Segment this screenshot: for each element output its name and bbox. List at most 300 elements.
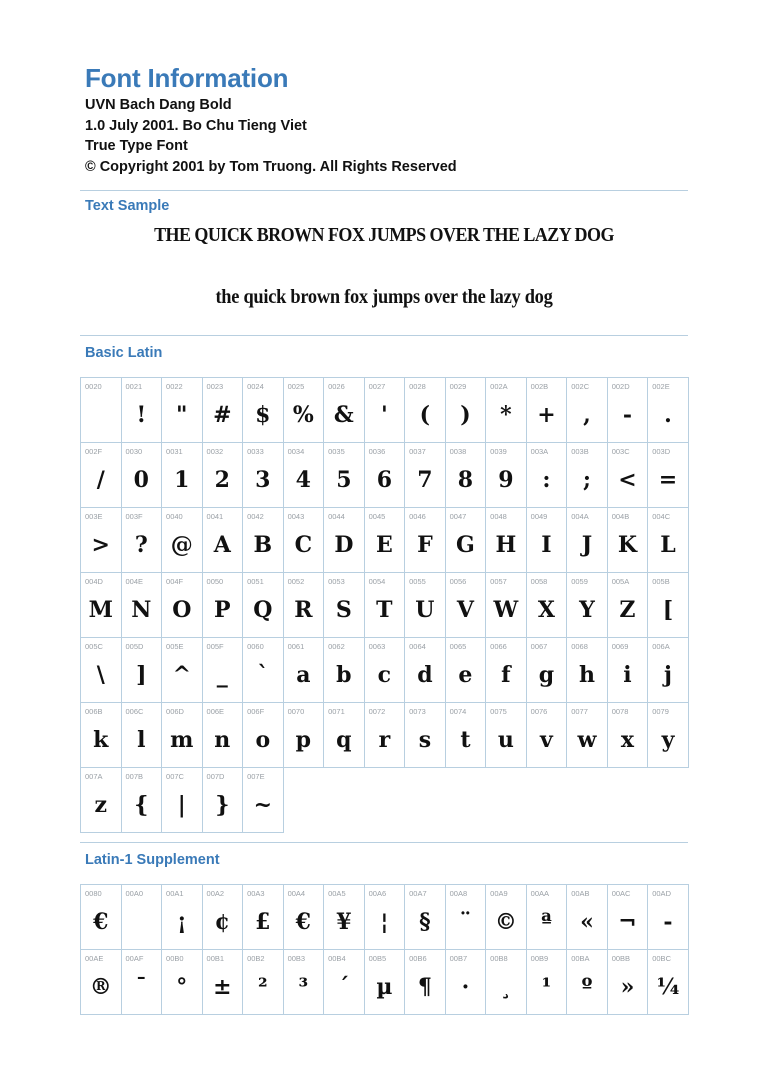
glyph-char: z — [94, 792, 107, 818]
glyph-char: > — [91, 532, 110, 558]
glyph-char: & — [333, 402, 354, 428]
glyph-code: 002B — [530, 382, 549, 391]
glyph-code: 002D — [611, 382, 630, 391]
glyph-code: 0051 — [247, 577, 264, 586]
glyph-code: 0029 — [449, 382, 467, 391]
glyph-cell — [122, 508, 163, 573]
glyph-code: 007E — [247, 772, 265, 781]
glyph-grid-basic-latin — [80, 377, 689, 833]
glyph-code: 00BA — [571, 954, 590, 963]
glyph-char: H — [495, 532, 517, 558]
glyph-code: 0056 — [449, 577, 467, 586]
glyph-char: ' — [380, 402, 388, 428]
glyph-char: % — [292, 402, 314, 428]
glyph-cell — [122, 703, 163, 768]
glyph-code: 006D — [166, 707, 184, 716]
glyph-cell — [567, 508, 608, 573]
glyph-char: p — [295, 727, 312, 753]
glyph-code: 0067 — [530, 642, 548, 651]
glyph-code: 004F — [166, 577, 184, 586]
glyph-cell — [365, 378, 406, 443]
glyph-cell — [608, 378, 649, 443]
glyph-code: 0030 — [125, 447, 143, 456]
glyph-char: µ — [376, 974, 393, 1000]
glyph-char: _ — [216, 662, 228, 688]
glyph-cell — [567, 950, 608, 1015]
glyph-char: d — [417, 662, 433, 688]
glyph-code: 002A — [490, 382, 508, 391]
glyph-char: ´ — [338, 974, 350, 1000]
glyph-char: C — [294, 532, 313, 558]
glyph-code: 00B9 — [530, 954, 549, 963]
glyph-code: 003B — [571, 447, 589, 456]
glyph-cell — [81, 508, 122, 573]
glyph-cell — [162, 378, 203, 443]
glyph-code: 003E — [85, 512, 103, 521]
glyph-char: « — [580, 909, 594, 935]
glyph-char: V — [456, 597, 474, 623]
glyph-code: 00A7 — [409, 889, 427, 898]
glyph-code: 0032 — [206, 447, 224, 456]
glyph-char: } — [215, 792, 230, 818]
glyph-cell — [486, 638, 527, 703]
glyph-char: y — [661, 727, 675, 753]
glyph-code: 00A3 — [247, 889, 265, 898]
glyph-cell — [203, 768, 244, 833]
glyph-char: U — [415, 597, 435, 623]
glyph-code: 00A9 — [490, 889, 508, 898]
font-details — [85, 95, 457, 177]
font-name: UVN Bach Dang Bold — [85, 97, 232, 113]
glyph-cell — [122, 378, 163, 443]
glyph-cell — [324, 885, 365, 950]
glyph-code: 0061 — [287, 642, 305, 651]
glyph-code: 00B1 — [206, 954, 225, 963]
glyph-char: u — [497, 727, 514, 753]
glyph-code: 005A — [611, 577, 630, 586]
glyph-char: ; — [582, 467, 591, 493]
glyph-cell — [486, 703, 527, 768]
glyph-cell — [486, 950, 527, 1015]
glyph-cell — [405, 573, 446, 638]
glyph-char: ` — [257, 662, 269, 688]
glyph-code: 0054 — [368, 577, 386, 586]
glyph-char: ª — [541, 909, 552, 935]
glyph-cell — [648, 573, 689, 638]
glyph-code: 004C — [652, 512, 671, 521]
glyph-cell — [608, 573, 649, 638]
glyph-char: 4 — [295, 467, 311, 493]
glyph-code: 006F — [247, 707, 265, 716]
glyph-code: 0069 — [611, 642, 629, 651]
glyph-char: ¡ — [176, 909, 187, 935]
glyph-cell — [648, 703, 689, 768]
glyph-cell — [446, 950, 487, 1015]
glyph-cell — [284, 703, 325, 768]
glyph-cell — [284, 885, 325, 950]
glyph-code: 00B6 — [409, 954, 427, 963]
glyph-cell — [203, 703, 244, 768]
glyph-code: 0072 — [368, 707, 386, 716]
glyph-cell — [122, 443, 163, 508]
glyph-cell — [162, 885, 203, 950]
glyph-cell — [243, 638, 284, 703]
glyph-char: b — [336, 662, 352, 688]
glyph-code: 0059 — [571, 577, 588, 586]
glyph-cell — [365, 508, 406, 573]
glyph-cell — [284, 508, 325, 573]
glyph-cell — [608, 885, 649, 950]
glyph-code: 0074 — [449, 707, 467, 716]
glyph-char: ¸ — [500, 974, 512, 1000]
glyph-char: 9 — [498, 467, 514, 493]
glyph-char: . — [664, 402, 672, 428]
glyph-cell — [122, 638, 163, 703]
glyph-code: 0024 — [247, 382, 264, 391]
glyph-char: » — [620, 974, 635, 1000]
glyph-char: ¹ — [541, 974, 552, 1000]
glyph-cell — [243, 573, 284, 638]
glyph-cell — [567, 573, 608, 638]
glyph-char: 8 — [457, 467, 474, 493]
glyph-code: 002F — [85, 447, 103, 456]
glyph-cell — [365, 950, 406, 1015]
glyph-cell — [81, 638, 122, 703]
glyph-cell — [81, 573, 122, 638]
glyph-char: ² — [258, 974, 268, 1000]
glyph-code: 00B3 — [287, 954, 306, 963]
glyph-cell — [122, 950, 163, 1015]
glyph-char: T — [376, 597, 393, 623]
glyph-cell — [162, 950, 203, 1015]
glyph-cell — [203, 950, 244, 1015]
glyph-code: 00B8 — [490, 954, 508, 963]
glyph-cell — [648, 950, 689, 1015]
glyph-char: 2 — [214, 467, 230, 493]
glyph-cell — [527, 378, 568, 443]
glyph-code: 00A4 — [287, 889, 306, 898]
glyph-char: ( — [419, 402, 431, 428]
glyph-char: { — [134, 792, 149, 818]
glyph-cell — [81, 950, 122, 1015]
glyph-code: 005F — [206, 642, 224, 651]
glyph-cell — [243, 950, 284, 1015]
glyph-cell — [567, 885, 608, 950]
glyph-code: 0053 — [328, 577, 345, 586]
glyph-char: A — [213, 532, 231, 558]
glyph-code: 007B — [125, 772, 144, 781]
glyph-cell — [405, 508, 446, 573]
glyph-char: $ — [255, 402, 271, 428]
glyph-cell — [567, 703, 608, 768]
glyph-cell — [284, 950, 325, 1015]
glyph-char: ! — [136, 402, 147, 428]
glyph-code: 0022 — [166, 382, 183, 391]
glyph-char: ¯ — [135, 974, 147, 1000]
glyph-char: ¢ — [214, 909, 230, 935]
glyph-cell — [567, 378, 608, 443]
glyph-cell — [608, 950, 649, 1015]
glyph-cell — [324, 378, 365, 443]
glyph-code: 00A8 — [449, 889, 468, 898]
glyph-code: 0070 — [287, 707, 305, 716]
glyph-cell — [324, 573, 365, 638]
glyph-char: , — [583, 402, 591, 428]
section-heading-basic-latin: Basic Latin — [85, 345, 163, 361]
glyph-cell — [405, 443, 446, 508]
glyph-char: B — [253, 532, 273, 558]
glyph-char: q — [336, 727, 352, 753]
glyph-char: S — [335, 597, 352, 623]
glyph-code: 007A — [85, 772, 103, 781]
glyph-cell — [284, 573, 325, 638]
glyph-cell — [608, 508, 649, 573]
glyph-char: h — [578, 662, 595, 688]
glyph-code: 0039 — [490, 447, 507, 456]
glyph-cell — [365, 703, 406, 768]
glyph-code: 0028 — [409, 382, 426, 391]
glyph-cell — [243, 703, 284, 768]
glyph-char: G — [456, 532, 475, 558]
glyph-cell — [324, 638, 365, 703]
glyph-char: 5 — [336, 467, 352, 493]
glyph-code: 0033 — [247, 447, 264, 456]
glyph-code: 003A — [530, 447, 549, 456]
glyph-cell — [527, 703, 568, 768]
glyph-code: 0036 — [368, 447, 386, 456]
glyph-cell — [162, 638, 203, 703]
glyph-char: K — [617, 532, 638, 558]
glyph-cell — [81, 768, 122, 833]
glyph-cell — [243, 508, 284, 573]
glyph-char: Z — [619, 597, 636, 623]
glyph-char: : — [542, 467, 551, 493]
glyph-cell — [81, 378, 122, 443]
glyph-char: ? — [134, 532, 148, 558]
glyph-code: 004D — [85, 577, 103, 586]
glyph-char: ~ — [253, 792, 273, 818]
glyph-char: 7 — [417, 467, 433, 493]
glyph-code: 0058 — [530, 577, 548, 586]
glyph-char: - — [622, 402, 633, 428]
glyph-code: 00B0 — [166, 954, 184, 963]
glyph-code: 0049 — [530, 512, 548, 521]
glyph-code: 0025 — [287, 382, 305, 391]
glyph-code: 00B5 — [368, 954, 387, 963]
glyph-code: 006C — [125, 707, 144, 716]
glyph-char: I — [541, 532, 552, 558]
glyph-cell — [608, 703, 649, 768]
glyph-cell — [203, 573, 244, 638]
glyph-cell — [162, 768, 203, 833]
glyph-cell — [122, 768, 163, 833]
glyph-code: 0034 — [287, 447, 305, 456]
glyph-char: W — [493, 597, 519, 623]
section-heading-text-sample: Text Sample — [85, 198, 170, 214]
glyph-code: 002C — [571, 382, 590, 391]
glyph-char: § — [419, 909, 431, 935]
glyph-char: x — [620, 727, 635, 753]
glyph-code: 0071 — [328, 707, 345, 716]
glyph-char: ¼ — [656, 974, 680, 1000]
glyph-cell — [243, 443, 284, 508]
glyph-code: 0079 — [652, 707, 669, 716]
glyph-cell — [324, 703, 365, 768]
glyph-char: + — [537, 402, 556, 428]
glyph-char: j — [663, 662, 672, 688]
glyph-cell — [284, 378, 325, 443]
sample-uppercase: THE QUICK BROWN FOX JUMPS OVER THE LAZY DOG — [154, 224, 614, 246]
glyph-cell — [648, 638, 689, 703]
glyph-cell — [243, 378, 284, 443]
glyph-cell — [405, 703, 446, 768]
glyph-code: 0031 — [166, 447, 183, 456]
font-version: 1.0 July 2001. Bo Chu Tieng Viet — [85, 117, 307, 134]
glyph-code: 0065 — [449, 642, 467, 651]
glyph-cell — [162, 573, 203, 638]
glyph-cell — [203, 885, 244, 950]
glyph-char: n — [214, 727, 231, 753]
page-title: Font Information — [85, 63, 289, 93]
glyph-char: ¬ — [618, 909, 637, 935]
glyph-char: m — [170, 727, 194, 753]
glyph-code: 007D — [206, 772, 225, 781]
glyph-char: * — [500, 402, 512, 428]
glyph-cell — [648, 508, 689, 573]
glyph-code: 005E — [166, 642, 184, 651]
glyph-char: ^ — [172, 662, 191, 688]
glyph-code: 0035 — [328, 447, 345, 456]
glyph-code: 0023 — [206, 382, 224, 391]
glyph-code: 0063 — [368, 642, 386, 651]
glyph-char: k — [93, 727, 109, 753]
glyph-cell — [527, 443, 568, 508]
glyph-cell — [446, 378, 487, 443]
glyph-cell — [486, 378, 527, 443]
glyph-code: 0050 — [206, 577, 224, 586]
glyph-char: J — [581, 532, 593, 558]
glyph-code: 0042 — [247, 512, 264, 521]
glyph-cell — [527, 573, 568, 638]
glyph-code: 005C — [85, 642, 103, 651]
glyph-cell — [486, 885, 527, 950]
glyph-code: 00B4 — [328, 954, 346, 963]
glyph-cell — [446, 703, 487, 768]
glyph-code: 0027 — [368, 382, 386, 391]
glyph-cell — [284, 638, 325, 703]
glyph-char: E — [375, 532, 393, 558]
glyph-char: £ — [255, 909, 271, 935]
glyph-cell — [446, 508, 487, 573]
glyph-code: 0077 — [571, 707, 588, 716]
glyph-char: w — [577, 727, 597, 753]
glyph-char: ± — [213, 974, 232, 1000]
glyph-char: M — [88, 597, 113, 623]
glyph-code: 0078 — [611, 707, 629, 716]
glyph-char: ¨ — [459, 909, 471, 935]
glyph-cell — [405, 885, 446, 950]
glyph-cell — [405, 950, 446, 1015]
glyph-cell — [527, 885, 568, 950]
glyph-code: 0026 — [328, 382, 345, 391]
glyph-char: O — [172, 597, 192, 623]
glyph-cell — [648, 378, 689, 443]
glyph-cell — [203, 443, 244, 508]
glyph-cell — [243, 768, 284, 833]
glyph-cell — [567, 443, 608, 508]
glyph-cell — [527, 508, 568, 573]
glyph-char: " — [176, 402, 188, 428]
glyph-char: 3 — [255, 467, 271, 493]
glyph-char: s — [418, 727, 432, 753]
glyph-char: € — [295, 909, 311, 935]
glyph-char: v — [540, 727, 553, 753]
glyph-char: r — [378, 727, 391, 753]
glyph-code: 0068 — [571, 642, 588, 651]
glyph-cell — [365, 638, 406, 703]
glyph-cell — [324, 950, 365, 1015]
glyph-char: Q — [253, 597, 273, 623]
glyph-code: 0075 — [490, 707, 507, 716]
divider — [80, 842, 688, 843]
glyph-cell — [365, 885, 406, 950]
font-copyright: © Copyright 2001 by Tom Truong. All Rights Reserved — [85, 158, 457, 175]
glyph-code: 00BB — [611, 954, 631, 963]
glyph-code: 0046 — [409, 512, 426, 521]
glyph-code: 003C — [611, 447, 630, 456]
glyph-char: t — [460, 727, 471, 753]
glyph-code: 00BC — [652, 954, 671, 963]
glyph-code: 00A0 — [125, 889, 144, 898]
glyph-code: 0044 — [328, 512, 345, 521]
glyph-char: ® — [89, 974, 112, 1000]
glyph-char: @ — [170, 532, 193, 558]
glyph-char: ° — [176, 974, 188, 1000]
glyph-code: 00A2 — [206, 889, 225, 898]
glyph-code: 003F — [125, 512, 143, 521]
glyph-char: 1 — [174, 467, 190, 493]
glyph-code: 00A6 — [368, 889, 387, 898]
glyph-code: 00AD — [652, 889, 671, 898]
glyph-cell — [122, 885, 163, 950]
glyph-cell — [203, 508, 244, 573]
glyph-char: | — [177, 792, 186, 818]
glyph-char: 6 — [376, 467, 393, 493]
glyph-code: 0064 — [409, 642, 426, 651]
glyph-char: ¥ — [336, 909, 352, 935]
glyph-char: P — [214, 597, 231, 623]
glyph-code: 004A — [571, 512, 589, 521]
section-heading-latin1-supplement: Latin-1 Supplement — [85, 852, 220, 868]
sample-lowercase: the quick brown fox jumps over the lazy dog — [215, 286, 553, 308]
glyph-code: 0037 — [409, 447, 426, 456]
glyph-char: ¶ — [417, 974, 432, 1000]
glyph-code: 00AA — [530, 889, 550, 898]
glyph-char: X — [537, 597, 555, 623]
glyph-char: a — [296, 662, 311, 688]
glyph-cell — [203, 378, 244, 443]
glyph-code: 0041 — [206, 512, 224, 521]
font-type: True Type Font — [85, 138, 188, 154]
glyph-code: 0057 — [490, 577, 507, 586]
glyph-char: ³ — [298, 974, 309, 1000]
glyph-code: 006E — [206, 707, 225, 716]
glyph-cell — [365, 443, 406, 508]
glyph-code: 0062 — [328, 642, 345, 651]
glyph-char: N — [131, 597, 152, 623]
glyph-cell — [81, 443, 122, 508]
glyph-cell — [486, 443, 527, 508]
